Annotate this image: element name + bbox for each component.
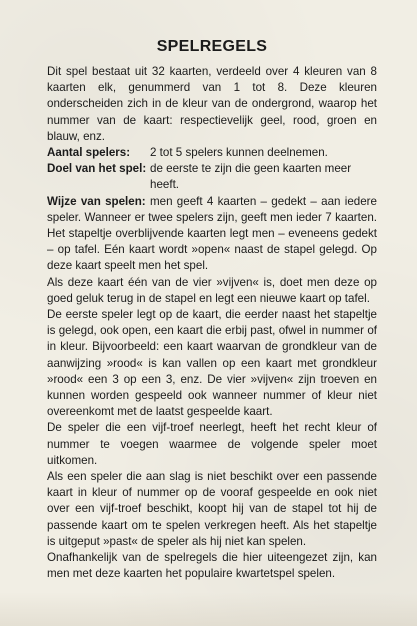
paper-stain <box>0 592 417 626</box>
players-label: Aantal spelers: <box>47 146 131 160</box>
rule-paragraph-1: Als deze kaart één van de vier »vijven« is, doet men deze op goed geluk terug in de stapel en legt een nieuwe kaart op tafel. <box>47 275 377 305</box>
method-label: Wijze van spelen: <box>47 194 146 208</box>
goal-label: Doel van het spel: <box>47 162 147 176</box>
players-row <box>47 145 377 161</box>
goal-value: de eerste te zijn die geen kaarten meer heeft. <box>150 162 352 192</box>
goal-row <box>47 161 377 193</box>
method-paragraph <box>47 194 377 275</box>
players-value: 2 tot 5 spelers kunnen deelnemen. <box>150 146 328 160</box>
rule-paragraph-2: De eerste speler legt op de kaart, die eerder naast het stapeltje is gelegd, ook open, een kaart die erbij past, ofwel in nummer of in kleur. Bijvoorbeeld: een kaart waarvan de grondkleur van de aanwijzing »rood« is kan vallen op een kaart met grondkleur »rood« een 3 op een 3, enz. De vier »vijven« zijn troeven en kunnen worden gespeeld ook wanneer nummer of kleur niet overeenkomt met de laatst gespeelde kaart. <box>47 308 377 419</box>
page-title: SPELREGELS <box>156 38 268 55</box>
rule-paragraph-4: Als een speler die aan slag is niet beschikt over een passende kaart in kleur of nummer op de vooraf gespeelde en ook niet over een vijf-troef beschikt, koopt hij van de stapel tot hij de passende kaart om te spelen verkregen heeft. Als het stapeltje is uitgeput »past« de speler als hij niet kan spelen. <box>47 470 377 548</box>
intro-paragraph: Dit spel bestaat uit 32 kaarten, verdeeld over 4 kleuren van 8 kaarten elk, genummerd van 1 tot 8. Deze kleuren onderscheiden zich in de kleur van de ondergrond, waarop het nummer van de kaart: respectievelijk geel, rood, groen en blauw, enz. <box>47 65 377 143</box>
rule-paragraph-3: De speler die een vijf-troef neerlegt, heeft het recht kleur of nummer te voegen waarmee de volgende speler moet uitkomen. <box>47 421 377 467</box>
rule-paragraph-5: Onafhankelijk van de spelregels die hier uiteengezet zijn, kan men met deze kaarten het populaire kwartetspel spelen. <box>47 551 377 581</box>
method-text: men geeft 4 kaarten – gedekt – aan iedere speler. Wanneer er twee spelers zijn, geeft men ieder 7 kaarten. Het stapeltje overblijvende kaarten legt men – eveneens gedekt – op tafel. Eén kaart wordt »open« naast de stapel gelegd. Op deze kaart speelt men het spel. <box>47 194 377 273</box>
